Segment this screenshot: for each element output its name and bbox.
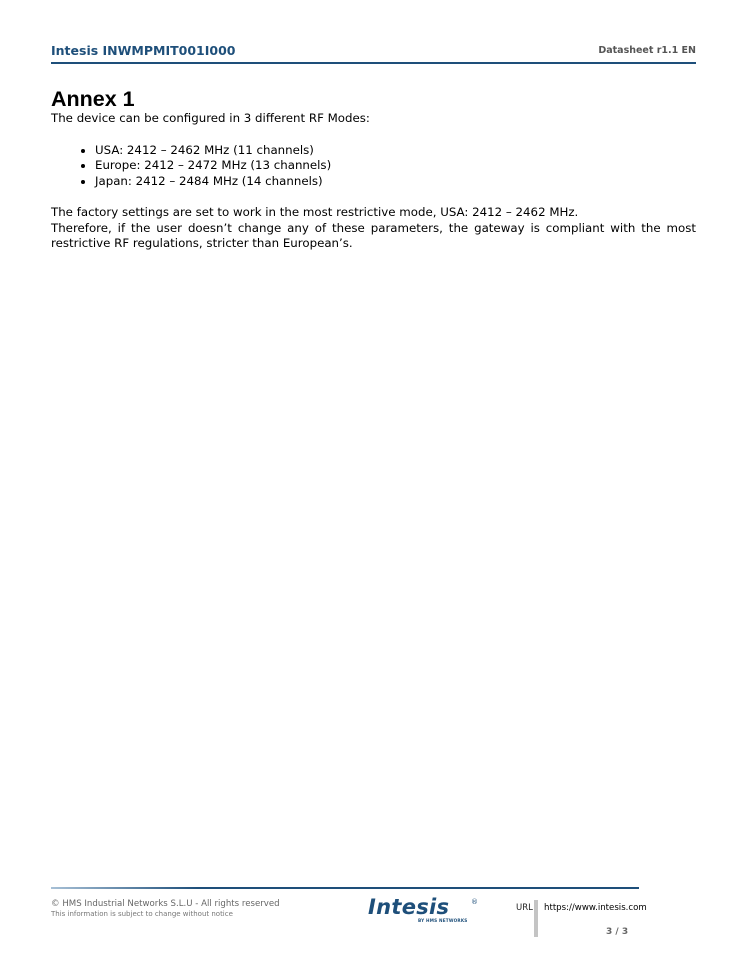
copyright-text: © HMS Industrial Networks S.L.U - All rights reserved	[51, 899, 280, 909]
compliance-text: Therefore, if the user doesn’t change any of these parameters, the gateway is compliant with the most restrictive RF regulations, stricter than European’s.	[51, 220, 696, 250]
document-version: Datasheet r1.1 EN	[598, 45, 696, 56]
factory-settings-text: The factory settings are set to work in the most restrictive mode, USA: 2412 – 2462 MHz.	[51, 205, 579, 219]
rf-mode-japan: • Japan: 2412 – 2484 MHz (14 channels)	[95, 174, 696, 190]
logo-wordmark: Intesis	[368, 895, 450, 919]
annex-title: Annex 1	[51, 87, 135, 111]
website-link[interactable]: https://www.intesis.com	[544, 903, 647, 913]
rf-modes-list	[51, 143, 696, 190]
annex-body	[51, 111, 696, 252]
intesis-logo	[368, 896, 483, 926]
url-label: URL	[516, 903, 533, 913]
change-notice-text: This information is subject to change without notice	[51, 910, 233, 918]
url-separator-bar	[534, 900, 538, 937]
logo-tagline: BY HMS NETWORKS	[418, 918, 468, 923]
page-number: 3 / 3	[606, 927, 629, 937]
footer-divider	[51, 887, 639, 889]
product-name: Intesis INWMPMIT001I000	[51, 43, 236, 58]
rf-mode-europe: • Europe: 2412 – 2472 MHz (13 channels)	[95, 158, 696, 174]
header-divider	[51, 62, 696, 64]
rf-mode-usa: • USA: 2412 – 2462 MHz (11 channels)	[95, 143, 696, 159]
annex-intro: The device can be configured in 3 different RF Modes:	[51, 111, 370, 125]
registered-mark: ®	[471, 898, 478, 906]
